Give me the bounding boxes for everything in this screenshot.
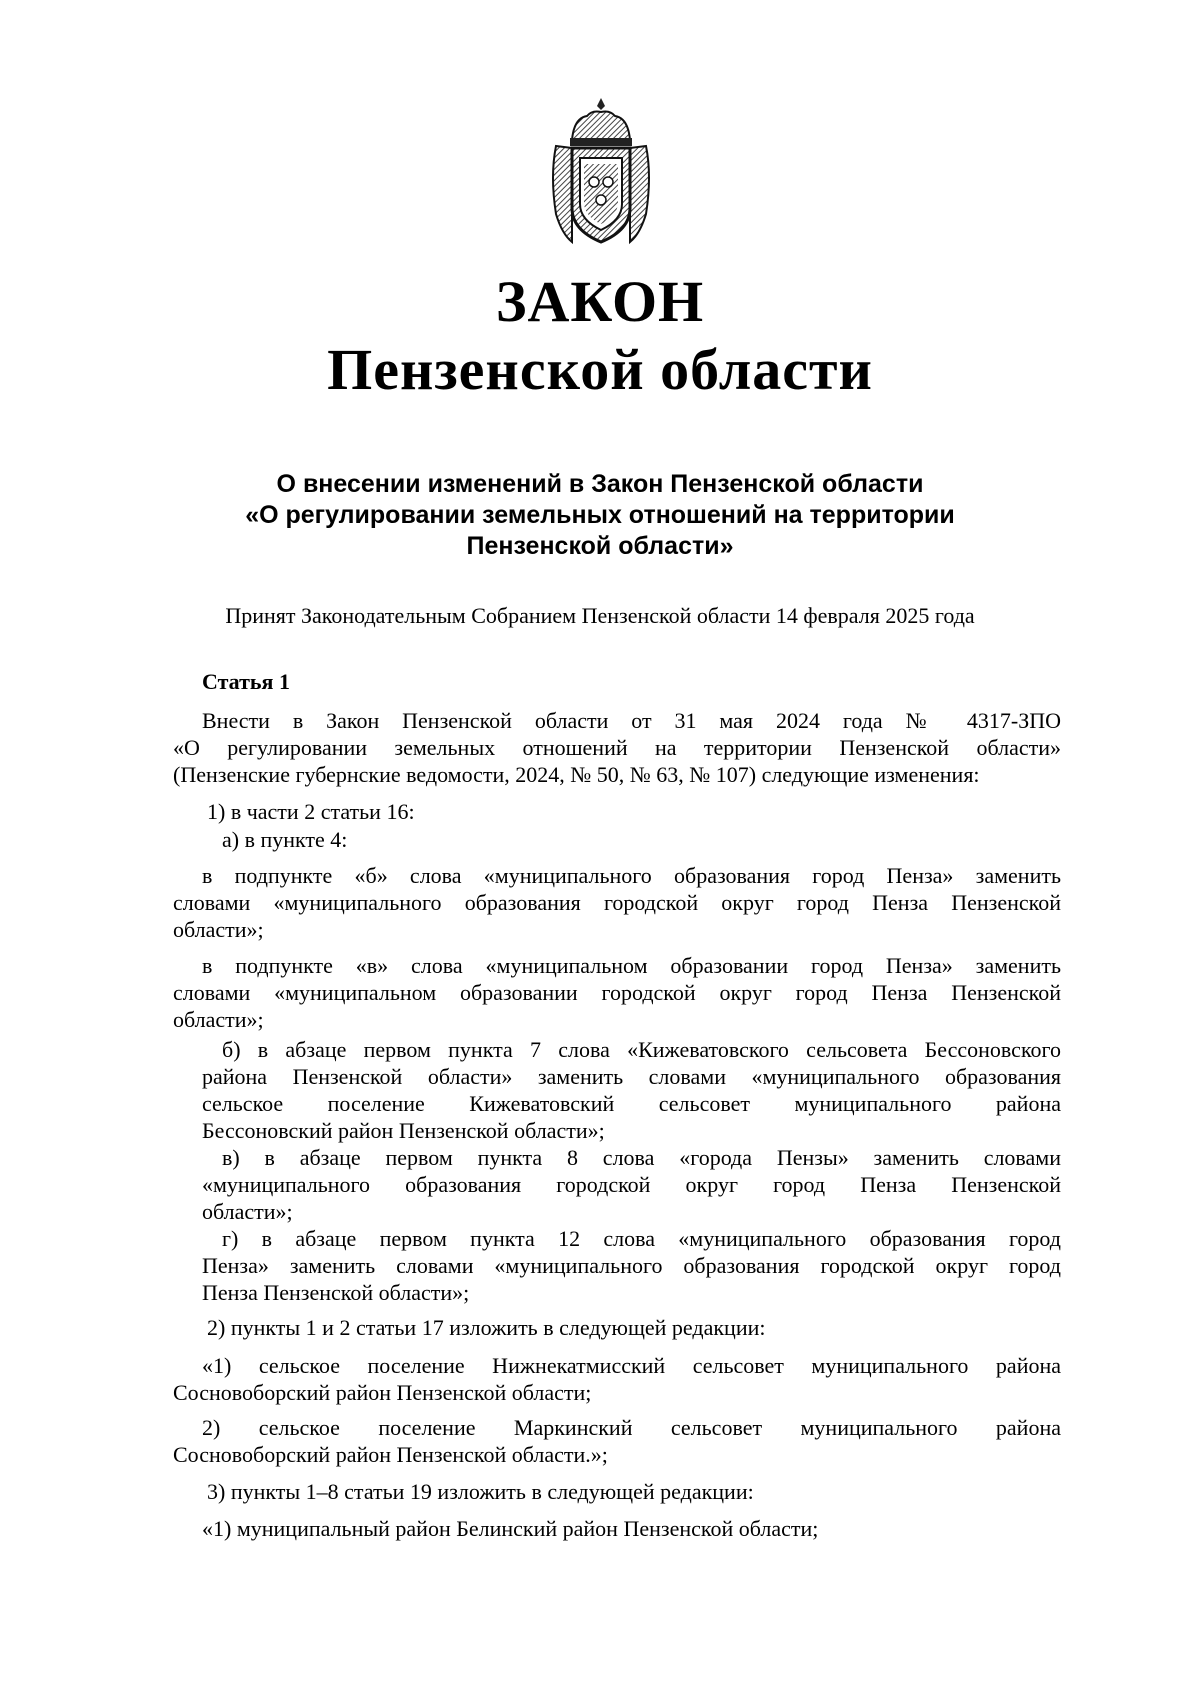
text-line: словами «муниципального образования городской округ город Пенза Пензенской bbox=[173, 890, 1061, 915]
list-item-v bbox=[202, 1144, 1061, 1225]
text-line: Бессоновский район Пензенской области»; bbox=[202, 1118, 605, 1143]
list-item-2-1 bbox=[173, 1352, 1061, 1406]
text-line: «1) сельское поселение Нижнекатмисский сельсовет муниципального района bbox=[202, 1353, 1061, 1378]
text-line: области»; bbox=[173, 917, 264, 942]
list-item: «1) муниципальный район Белинский район Пензенской области; bbox=[202, 1516, 819, 1541]
list-item-2-2 bbox=[173, 1414, 1061, 1468]
text-line: 2) сельское поселение Маркинский сельсовет муниципального района bbox=[202, 1415, 1061, 1440]
text-line: «муниципального образования городской округ город Пенза Пензенской bbox=[202, 1172, 1061, 1197]
text-line: Пенза» заменить словами «муниципального образования городской округ город bbox=[202, 1253, 1061, 1278]
subparagraph-v bbox=[173, 952, 1061, 1033]
text-line: в) в абзаце первом пункта 8 слова «города Пензы» заменить словами bbox=[222, 1145, 1061, 1170]
list-item-g bbox=[202, 1225, 1061, 1306]
text-line: области»; bbox=[173, 1007, 264, 1032]
text-line: района Пензенской области» заменить словами «муниципального образования bbox=[202, 1064, 1061, 1089]
text-line: Сосновоборский район Пензенской области.»; bbox=[173, 1442, 608, 1467]
text-line: в подпункте «б» слова «муниципального образования город Пенза» заменить bbox=[202, 863, 1061, 888]
heading-line: Пензенской области» bbox=[466, 532, 734, 560]
list-item-b bbox=[202, 1036, 1061, 1144]
text-line: г) в абзаце первом пункта 12 слова «муниципального образования город bbox=[222, 1226, 1061, 1251]
coat-of-arms-icon bbox=[542, 96, 660, 248]
list-item: 1) в части 2 статьи 16: bbox=[207, 799, 415, 824]
text-line: «О регулировании земельных отношений на территории Пензенской области» bbox=[173, 735, 1061, 760]
adoption-note: Принят Законодательным Собранием Пензенской области 14 февраля 2025 года bbox=[225, 603, 975, 628]
heading-line: О внесении изменений в Закон Пензенской области bbox=[276, 470, 924, 498]
text-line: в подпункте «в» слова «муниципальном образовании город Пенза» заменить bbox=[202, 953, 1061, 978]
text-line: Сосновоборский район Пензенской области; bbox=[173, 1380, 592, 1405]
text-line: Пенза Пензенской области»; bbox=[202, 1280, 470, 1305]
list-item: 3) пункты 1–8 статьи 19 изложить в следующей редакции: bbox=[207, 1479, 754, 1504]
subparagraph-b bbox=[173, 862, 1061, 943]
list-item: 2) пункты 1 и 2 статьи 17 изложить в следующей редакции: bbox=[207, 1315, 766, 1340]
text-line: Внести в Закон Пензенской области от 31 мая 2024 года № 4317-ЗПО bbox=[202, 708, 1061, 733]
text-line: (Пензенские губернские ведомости, 2024, № 50, № 63, № 107) следующие изменения: bbox=[173, 762, 980, 787]
law-heading bbox=[0, 469, 1200, 562]
list-item: а) в пункте 4: bbox=[222, 827, 348, 852]
article-intro bbox=[173, 707, 1061, 788]
text-line: б) в абзаце первом пункта 7 слова «Кижеватовского сельсовета Бессоновского bbox=[222, 1037, 1061, 1062]
text-line: словами «муниципальном образовании городской округ город Пенза Пензенской bbox=[173, 980, 1061, 1005]
law-title: ЗАКОН bbox=[495, 269, 705, 334]
text-line: сельское поселение Кижеватовский сельсовет муниципального района bbox=[202, 1091, 1061, 1116]
law-subtitle-region: Пензенской области bbox=[327, 337, 873, 402]
article-title: Статья 1 bbox=[202, 669, 290, 694]
heading-line: «О регулировании земельных отношений на территории bbox=[245, 501, 955, 529]
text-line: области»; bbox=[202, 1199, 293, 1224]
